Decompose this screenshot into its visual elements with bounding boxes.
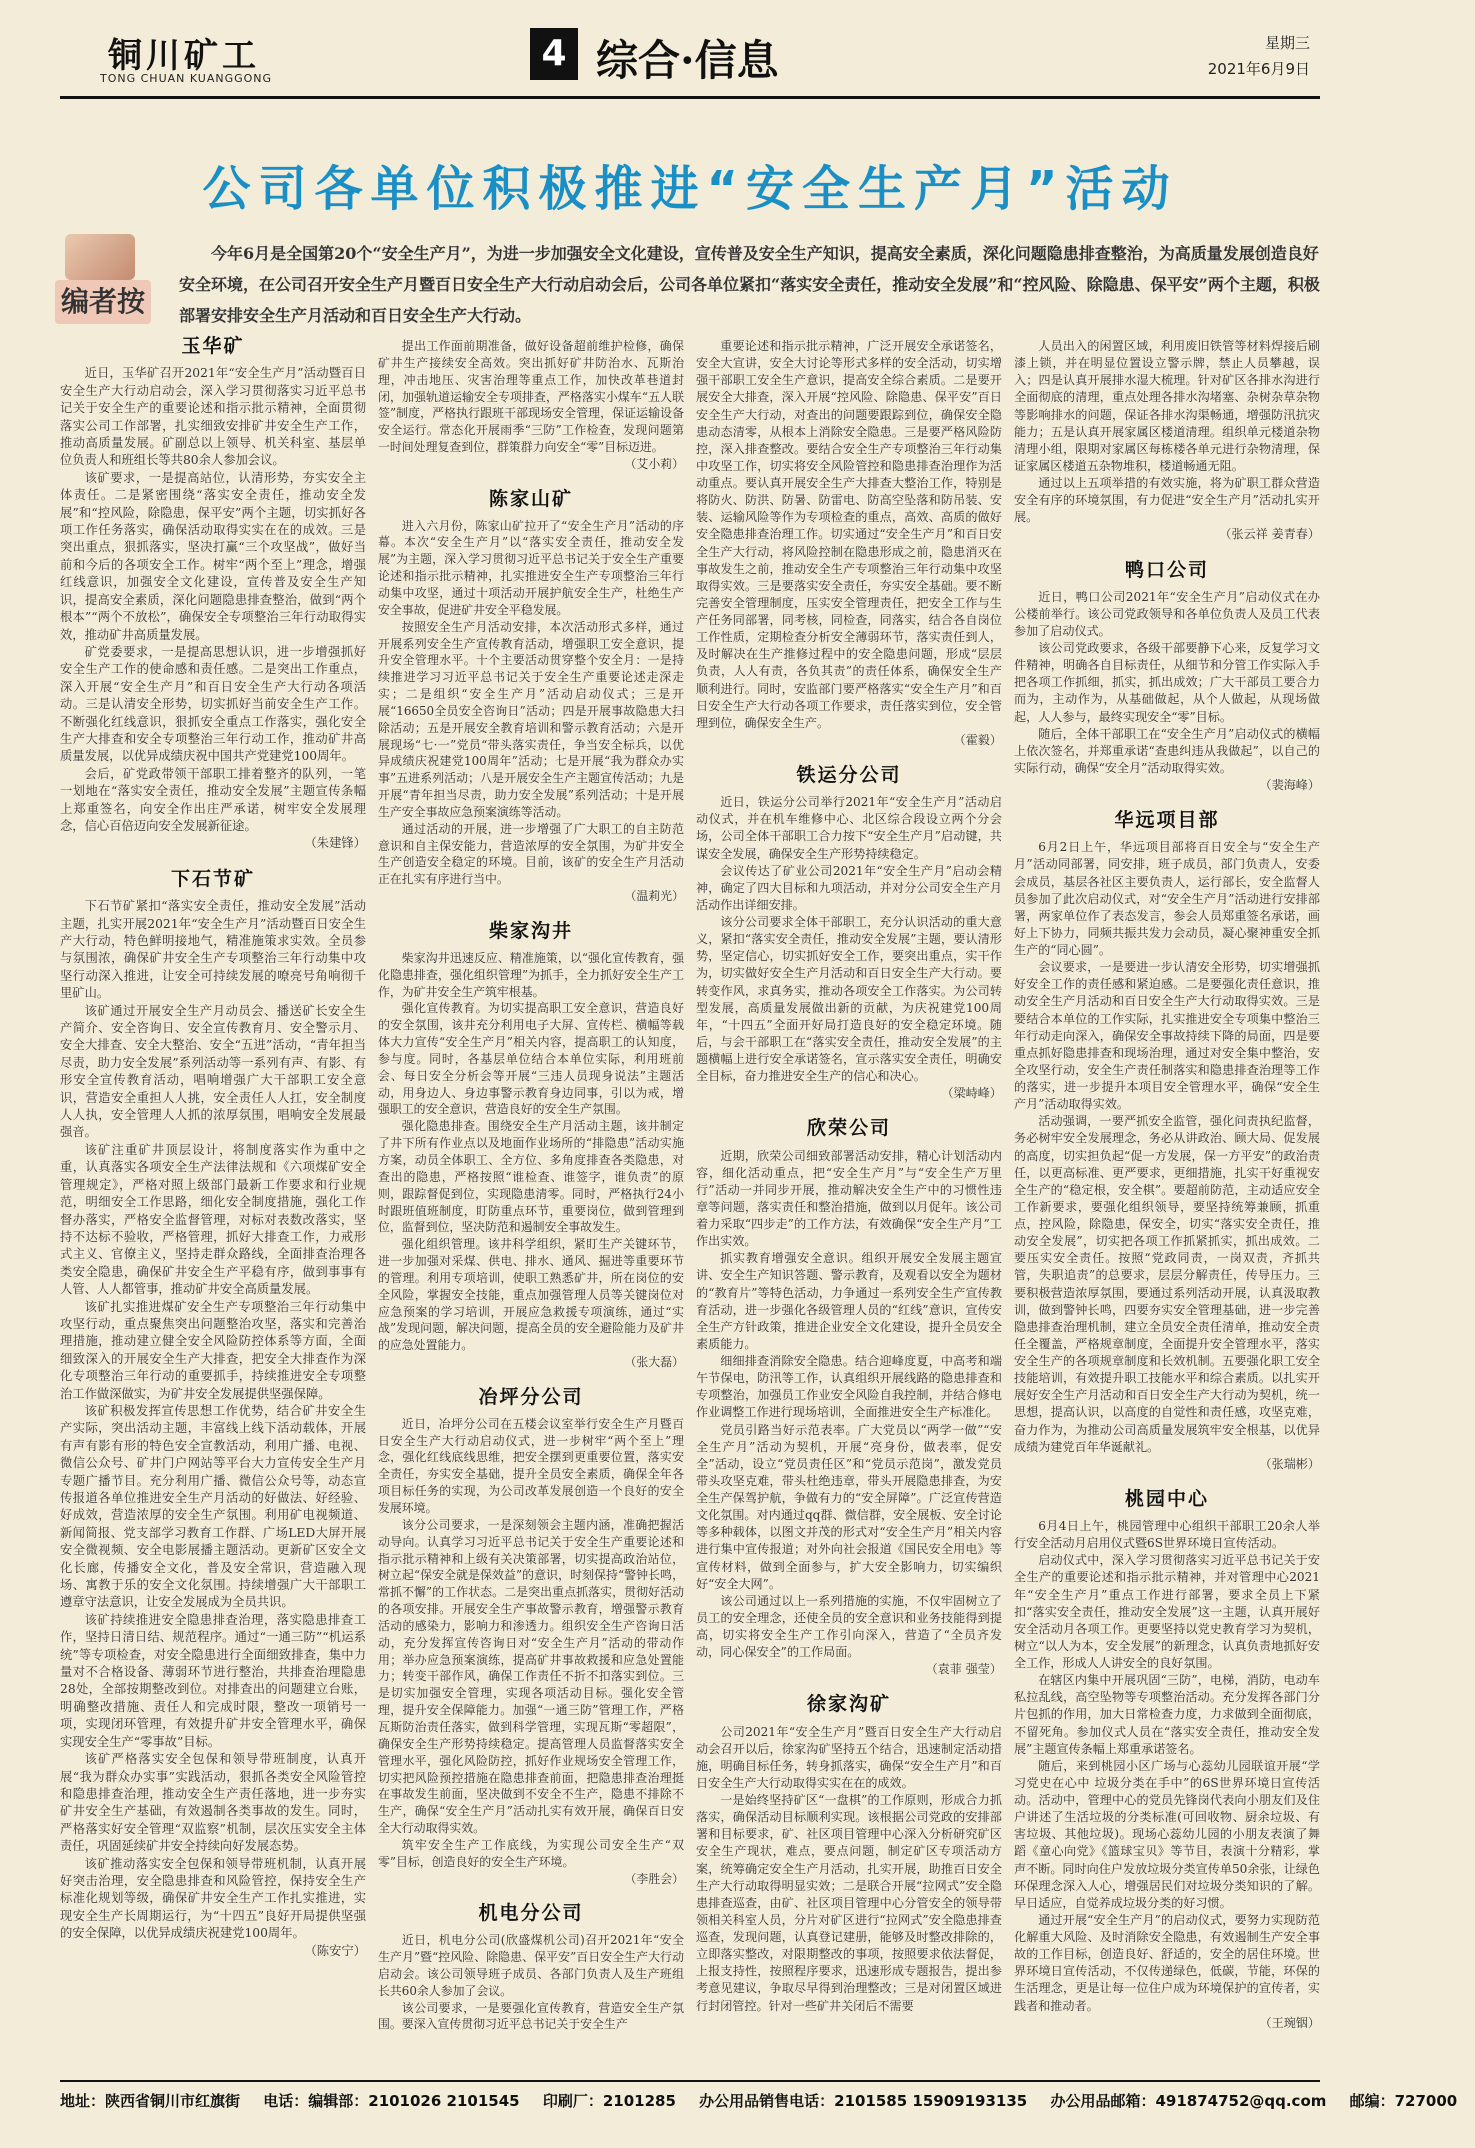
article-paragraph: 重要论述和指示批示精神，广泛开展安全承诺签名，安全大宣讲，安全大讨论等形式多样的安全活动，切实增强干部职工安全生产意识，提高安全综合素质。二是要开展安全大排查，深入开展“控风险、除隐患、保平安”百日安全生产大行动，对查出的问题要跟踪到位，确保安全隐患动态清零，从根本上消除安全隐患。三是要严格风险防控，深入排查整改。要结合安全生产专项整治三年行动集中攻坚工作，切实将安全风险管控和隐患排查治理作为活动重点。要认真开展安全生产大排查大整治工作，特别是将防火、防洪、防暑、防雷电、防高空坠落和防吊装、安装、运输风险等作为专项检查的重点，高效、高质的做好安全隐患排查治理工作。切实通过“安全生产月”和百日安全生产大行动，将风险控制在隐患形成之前，隐患消灭在事故发生之前，推动安全生产专项整治三年行动集中攻坚取得实效。三是要落实安全责任，夯实安全基础。要不断完善安全管理制度，压实安全管理责任，把安全工作与生产任务同部署，同考核，同检查，同落实，结合各自岗位工作性质，定期检查分析安全薄弱环节，落实责任到人，及时解决在生产推修过程中的安全隐患问题，形成“层层负责，人人有责，各负其责”的责任体系，确保安全生产顺利进行。同时，安监部门要严格落实“安全生产月”和百日安全生产大行动各项工作要求，责任落实到位，安全管理到位，确保安全生产。 [696, 339, 1002, 730]
article-paragraph: 人员出入的闲置区域，利用废旧铁管等材料焊接后刷漆上锁，并在明显位置设立警示牌，禁止人员攀越，误入；四是认真开展排水湿大梳理。针对矿区各排水沟进行全面彻底的清理，重点处理各排水沟堵塞、杂树杂草杂物等影响排水的问题，保证各排水沟渠畅通，增强防汛抗灾能力；五是认真开展家属区楼道清理。组织单元楼道杂物清理小组，限期对家属区每栋楼各单元进行杂物清理，保证家属区楼道五杂物堆积，楼道畅通无阻。 [1014, 339, 1320, 473]
footer-divider [60, 2080, 1320, 2082]
article-paragraph: 该矿注重矿井顶层设计，将制度落实作为重中之重，认真落实各项安全生产法律法规和《六项煤矿安全管理规定》，严格对照上级部门最新工作要求和行业规范，明细安全工作思路，细化安全制度措施，强化工作督办落实，严格安全监督管理，对标对表数改落实，坚持不达标不验收，严格管理，抓好大排查工作，力戒形式主义、官僚主义，坚持走群众路线，全面排查治理各类安全隐患，确保矿井安全生产平稳有序，做到事事有人管、人人都管事，推动矿井安全高质量发展。 [60, 1142, 366, 1297]
article-paragraph: 活动强调，一要严抓安全监管，强化问责执纪监督，务必树牢安全发展理念，务必从讲政治、顾大局、促发展的高度，切实担负起“促一方发展，保一方平安”的政治责任，以更高标准、更严要求，更细措施，扎实干好重视安全生产的“稳定根，安全棋”。要超前防范，主动适应安全工作新要求，要强化组织领导，要坚持统筹兼顾，抓重点，控风险，除隐患，保安全，切实“落实安全责任，推动安全发展”，切实把各项工作抓紧抓实，抓出成效。二要压实安全责任。按照“党政同责，一岗双责，齐抓共管，失职追责”的总要求，层层分解责任，传导压力。三要积极营造浓厚氛围，要通过系列活动开展，认真汲取教训，做到警钟长鸣，四要夯实安全管理基础，进一步完善隐患排查治理机制，建立全员安全责任清单，推动安全责任全覆盖，严格规章制度，全面提升安全管理水平，落实安全生产的各项规章制度和长效机制。五要强化职工安全技能培训，有效提升职工技能水平和综合素质。以扎实开展好安全生产月活动和百日安全生产大行动为契机，统一思想，提高认识，以高度的自觉性和责任感，攻坚克难，奋力作为，为推动公司高质量发展筑牢安全根基，以优异成绩为建党百年华诞献礼。 [1014, 1114, 1320, 1454]
article-byline: （张云祥 姜青春） [1219, 527, 1320, 542]
article-paragraph: 该矿推动落实安全包保和领导带班机制，认真开展好突击治理，安全隐患排查和风险管控，保持安全生产标准化规划等级，确保矿井安全生产工作扎实推进，实现安全生产长周期运行，为“十四五”良好开局提供坚强的安全保障，以优异成绩庆祝建党100周年。 [60, 1856, 366, 1941]
footer-address: 地址：陕西省铜川市红旗街 [60, 2092, 241, 2110]
article-paragraph: 一是始终坚持矿区“一盘棋”的工作原则，形成合力抓落实，确保活动目标顺利实现。该根据公司党政的安排部署和目标要求，矿、社区项目管理中心深入分析研究矿区安全生产现状，难点，要点问题，制定矿区专项活动方案，统筹确定安全生产月活动，扎实开展，助推百日安全生产大行动取得明显实效；二是联合开展“拉网式”安全隐患排查巡查，由矿、社区项目管理中心分管安全的领导带领相关科室人员，分片对矿区进行“拉网式”安全隐患排查巡查，发现问题，认真登记建册，能够及时整改排除的，立即落实整改，对限期整改的事项，按照要求依法督促，上报支持性，按照程序要求，迅速形成专题报告，提出参考意见建议，争取尽早得到治理整改；三是对闭置区域进行封闭管控。针对一些矿井关闭后不需要 [696, 1793, 1002, 2013]
article-paragraph: 该分公司要求全体干部职工，充分认识活动的重大意义，紧扣“落实安全责任，推动安全发展”主题，要认清形势，坚定信心，切实抓好安全工作，要突出重点，实干作为，切实做好安全生产月活动和百日安全生产大行动。要转变作风，求真务实，推动各项安全工作落实。为公司转型发展，高质量发展做出新的贡献，为庆祝建党100周年，“十四五”全面开好局打造良好的安全稳定环境。随后，与会干部职工在“落实安全责任，推动安全发展”的主题横幅上进行安全承诺签名，宣示落实安全责任，明确安全目标，奋力推进安全生产的信心和决心。 [696, 915, 1002, 1084]
article-byline: （陈安宁） [304, 1943, 366, 1958]
paper-name: 铜川矿工 [108, 36, 260, 76]
footer-phone: 电话：编辑部：2101026 2101545 [263, 2092, 520, 2110]
weekday: 星期三 [1264, 34, 1310, 52]
article-paragraph: 柴家沟井迅速反应、精准施策，以“强化宣传教育，强化隐患排查，强化组织管理”为抓手，全力抓好安全生产工作，为矿井安全生产筑牢根基。 [378, 950, 684, 999]
masthead-divider [60, 96, 1320, 99]
article-byline: （袁菲 强莹） [925, 1662, 1002, 1677]
article-paragraph: 近日，冶坪分公司在五楼会议室举行安全生产月暨百日安全生产大行动启动仪式，进一步树牢“两个至上”理念，强化红线底线思维，把安全摆到更重要位置，落实安全责任，夯实安全基础，提升全员安全素质，确保全年各项目标任务的实现，为公司改革发展创造一个良好的安全发展环境。 [378, 1416, 684, 1515]
column-3 [696, 338, 1002, 2015]
article-paragraph: 抓实教育增强安全意识。组织开展安全发展主题宣讲、安全生产知识答题、警示教育，及观看以安全为题材的“教育片”等特色活动，力争通过一系列安全生产宣传教育活动，进一步强化各级管理人员的“红线”意识，宣传安全生产方针政策，推进企业安全文化建设，提升全员安全素质能力。 [696, 1251, 1002, 1351]
paper-pinyin: TONG CHUAN KUANGGONG [100, 72, 273, 85]
article-paragraph: 该矿积极发挥宣传思想工作优势，结合矿井安全生产实际，突出活动主题，丰富线上线下活动载体，开展有声有影有形的特色安全宣教活动，利用广播、电视、微信公众号、矿井门户网站等平台大力宣传安全生产月专题广播节目。充分利用广播、微信公众号等，动态宣传报道各单位推进安全生产月活动的好做法、好经验、好成效，营造浓厚的安全生产氛围。利用矿电视频道、新闻简报、党支部学习教育工作群、广场LED大屏开展安全微视频、安全电影展播主题活动。更新矿区安全文化长廊，传播安全文化，普及安全常识，营造融入现场、寓教于乐的安全文化氛围。持续增强广大干部职工遵章守法意识，让安全发展成为全员共识。 [60, 1403, 366, 1610]
article-paragraph: 近日，鸭口公司2021年“安全生产月”启动仪式在办公楼前举行。该公司党政领导和各单位负责人及员工代表参加了启动仪式。 [1014, 589, 1320, 638]
article-paragraph: 近日，机电分公司(欣盛煤机公司)召开2021年“安全生产月”暨“控风险、除隐患、保平安”百日安全生产大行动启动会。该公司领导班子成员、各部门负责人及生产班组长共60余人参加了会议。 [378, 1933, 684, 1998]
article-paragraph: 提出工作面前期准备，做好设备超前维护检修，确保矿井生产接续安全高效。突出抓好矿井防治水、瓦斯治理，冲击地压、灾害治理等重点工作，加快改革巷道封闭，加强轨道运输安全专项排查，严格落实小煤车“五人联签”制度，严格执行跟班干部现场安全管理，保证运输设备安全运行。常态化开展雨季“三防”工作检查，发现问题第一时间处理复查到位，群策群力向安全“零”目标迈进。 [378, 339, 684, 455]
masthead [60, 22, 1320, 94]
article-title: 冶坪分公司 [478, 1385, 584, 1408]
page-number: 4 [530, 28, 578, 80]
article-paragraph: 该矿扎实推进煤矿安全生产专项整治三年行动集中攻坚行动，重点聚焦突出问题整治攻坚，落实和完善治理措施，推动建立健全安全风险防控体系等方面，全面细致深入的开展安全生产大排查，把安全大排查作为深化专项整治三年行动的重要抓手，持续推进安全专项整治工作做深做实，为矿井安全发展提供坚强保障。 [60, 1299, 366, 1401]
article-paragraph: 党员引路当好示范表率。广大党员以“两学一做”“安全生产月”活动为契机，开展“亮身份，做表率，促安全”活动，设立“党员责任区”和“党员示范岗”，激发党员带头攻坚克难，带头杜绝违章，带头开展隐患排查，为安全生产保驾护航，争做有力的“安全屏障”。广泛宣传营造文化氛围。对内通过qq群、微信群，安全展板、安全讨论等多种载体，以图文并茂的形式对“安全生产月”相关内容进行集中宣传报道；对外向社会报道《国民安全用电》等宣传材料，做到全面参与，扩大安全影响力，切实编织好“安全大网”。 [696, 1422, 1002, 1591]
article-paragraph: 6月4日上午，桃园管理中心组织干部职工20余人举行安全活动月启用仪式暨6S世界环境日宣传活动。 [1014, 1519, 1320, 1551]
article-byline: （王琬铟） [1259, 2015, 1320, 2030]
article-paragraph: 按照安全生产月活动安排，本次活动形式多样，通过开展系列安全生产宣传教育活动，增强职工安全意识，提升安全管理水平。十个主要活动贯穿整个安全月：一是持续推进学习习近平总书记关于安全生产重要论述走深走实；二是组织“安全生产月”活动启动仪式；三是开展“16650全员安全咨询日”活动；四是开展事故隐患大扫除活动；五是开展安全教育培训和警示教育活动；六是开展现场“七·一”党员“带头落实责任，争当安全标兵，以优异成绩庆祝建党100周年”活动；七是开展“我为群众办实事”五进系列活动；八是开展安全生产主题宣传活动；九是开展“青年担当尽责，助力安全发展”系列活动；十是开展生产安全事故应急预案演练等活动。 [378, 619, 684, 819]
article-paragraph: 该矿通过开展安全生产月动员会、播送矿长安全生产简介、安全咨询日、安全宣传教育月、安全警示月、安全大排查、安全大整治、安全“五进”活动，“青年担当尽责，助力安全发展”系列活动等一系列有声、有影、有形安全宣传教育活动，唱响增强广大干部职工安全意识，营造安全重担人人挑，安全责任人人扛，安全制度人人执，安全管理人人抓的浓厚氛围，唱响安全发展最强音。 [60, 1003, 366, 1140]
article-title: 徐家沟矿 [806, 1693, 891, 1716]
article-paragraph: 近日，铁运分公司举行2021年“安全生产月”活动启动仪式，并在机车维修中心、北区综合段设立两个分会场，公司全体干部职工合力按下“安全生产月”启动键，共谋安全发展，确保安全生产形势持续稳定。 [696, 795, 1002, 861]
article-paragraph: 该矿要求，一是提高站位，认清形势，夯实安全主体责任。二是紧密围绕“落实安全责任，推动安全发展”和“控风险，除隐患，保平安”两个主题，切实抓好各项工作任务落实，确保活动取得实实在在的成效。三是突出重点，狠抓落实，坚决打赢“三个攻坚战”，做好当前和今后的各项安全工作。树牢“两个至上”理念，增强红线意识，加强安全文化建设，宣传普及安全生产知识，提高安全素质，深化问题隐患排查整治，做到“两个根本”“两个不放松”，确保安全专项整治三年行动取得实效，推动矿井高质量发展。 [60, 470, 366, 642]
article-title: 铁运分公司 [796, 764, 902, 786]
editor-note-text: 今年6月是全国第20个“安全生产月”，为进一步加强安全文化建设，宣传普及安全生产知识，提高安全素质，深化问题隐患排查整治，为高质量发展创造良好安全环境，在公司召开安全生产月暨百日安全生产大行动启动会后，公司各单位紧扣“落实安全责任，推动安全发展”和“控风险、除隐患、保平安”两个主题，积极部署安排安全生产月活动和百日安全生产大行动。 [179, 244, 1320, 325]
footer-postcode: 邮编：727000 [1349, 2092, 1458, 2110]
article-byline: （张大磊） [624, 1355, 684, 1370]
article-paragraph: 6月2日上午，华远项目部将百日安全与“安全生产月”活动同部署，同安排，班子成员，部门负责人，安委会成员，基层各社区主要负责人，运行部长，安全监督人员参加了此次启动仪式，对“安全生产月”活动进行安排部署，两家单位作了表态发言，参会人员郑重签名承诺，画好上下协力，同频共振共发力会动员，凝心聚神重安全抓生产的“同心圆”。 [1014, 840, 1320, 957]
editor-note [55, 228, 1325, 338]
article-paragraph: 矿党委要求，一是提高思想认识，进一步增强抓好安全生产工作的使命感和责任感。二是突出工作重点，深入开展“安全生产月”和百日安全生产大行动各项活动。三是认清安全形势，切实抓好当前安全生产工作。不断强化红线意识，狠抓安全重点工作落实，强化安全生产大排查和安全专项整治三年行动工作，推动矿井高质量发展，以优异成绩庆祝中国共产党建党100周年。 [60, 644, 366, 764]
column-4 [1014, 338, 1320, 2032]
column-2 [378, 338, 684, 2033]
article-paragraph: 会后，矿党政带领干部职工排着整齐的队列，一笔一划地在“落实安全责任，推动安全发展”主题宣传条幅上郑重签名，向安全作出庄严承诺，树牢安全发展理念，信心百倍迈向安全发展新征途。 [60, 766, 366, 833]
article-byline: （裴海峰） [1259, 778, 1320, 792]
article-byline: （张瑞彬） [1259, 1456, 1320, 1471]
article-paragraph: 通过以上五项举措的有效实施，将为矿职工群众营造安全有序的环境氛围，有力促进“安全生产月”活动扎实开展。 [1014, 476, 1320, 525]
article-paragraph: 近期，欣荣公司细致部署活动安排，精心计划活动内容，细化活动重点，把“安全生产月”与“安全生产万里行”活动一并同步开展，推动解决安全生产中的习惯性违章等问题，落实责任和整治措施，做到以月促年。该公司着力采取“四步走”的工作方法，有效确保“安全生产月”工作出实效。 [696, 1148, 1002, 1249]
article-byline: （李胜会） [624, 1871, 684, 1886]
article-paragraph: 该公司通过以上一系列措施的实施，不仅牢固树立了员工的安全理念，还使全员的安全意识和业务技能得到提高，切实将安全生产工作引向深入，营造了“全员齐发动，同心保安全”的工作局面。 [696, 1593, 1002, 1660]
article-title: 柴家沟井 [488, 920, 573, 942]
footer-email: 办公用品邮箱：491874752@qq.com [1050, 2092, 1327, 2110]
article-paragraph: 会议要求，一是要进一步认清安全形势，切实增强抓好安全工作的责任感和紧迫感。二是要强化责任意识，推动安全生产月活动和百日安全生产大行动取得实效。三是要结合本单位的工作实际，扎实推进安全专项集中整治三年行动走向深入，确保安全事故持续下降的局面，四是要重点抓好隐患排查和现场治理，通过对安全集中整治，安全攻坚行动，安全生产责任制落实和隐患排查治理等工作的落实，进一步提升本项目安全管理水平，确保“安全生产月”活动取得实效。 [1014, 960, 1320, 1112]
article-title: 下石节矿 [170, 867, 255, 890]
column-1 [60, 335, 366, 1960]
article-paragraph: 下石节矿紧扣“落实安全责任，推动安全发展”活动主题，扎实开展2021年“安全生产月”活动暨百日安全生产大行动，特色鲜明接地气，精准施策求实效。全员参与氛围浓，确保矿井安全生产专项整治三年行动集中攻坚行动深入推进，让安全可持续发展的嘹亮号角响彻千里矿山。 [60, 899, 366, 1001]
article-paragraph: 强化组织管理。该井科学组织，紧盯生产关键环节，进一步加强对采煤、供电、排水、通风、掘进等重要环节的管理。利用专项培训，使职工熟悉矿井，所在岗位的安全风险，掌握安全技能，重点加强管理人员等关键岗位对应急预案的学习培训，开展应急救援专项演练，通过“实战”发现问题，解决问题，提高全员的安全避险能力及矿井的应急处置能力。 [378, 1237, 684, 1353]
article-byline: （梁峙峰） [941, 1086, 1002, 1101]
section-title: 综合·信息 [596, 36, 779, 85]
article-paragraph: 筑牢安全生产工作底线，为实现公司安全生产“双零”目标，创造良好的安全生产环境。 [378, 1837, 684, 1869]
article-paragraph: 通过活动的开展，进一步增强了广大职工的自主防范意识和自主保安能力，营造浓厚的安全氛围，为矿井安全生产创造安全稳定的环境。目前，该矿的安全生产月活动正在扎实有序进行当中。 [378, 821, 684, 887]
article-title: 欣荣公司 [806, 1117, 891, 1140]
article-paragraph: 该公司党政要求，各级干部要静下心来，反复学习文件精神，明确各自目标责任，从细节和分管工作实际入手把各项工作抓细，抓实，抓出成效；广大干部员工要合力而为，主动作为，从基础做起，从个人做起，从现场做起，人人参与，最终实现安全“零”目标。 [1014, 641, 1320, 724]
page-headline: 公司各单位积极推进“安全生产月”活动 [202, 161, 1178, 217]
article-paragraph: 该分公司要求，一是深刻领会主题内涵，准确把握活动导向。认真学习习近平总书记关于安全生产重要论述和指示批示精神和上级有关决策部署，切实提高政治站位，树立起“保安全就是保效益”的意识，时刻保持“警钟长鸣，常抓不懈”的工作状态。二是突出重点抓落实，贯彻好活动的各项安排。开展安全生产事故警示教育，增强警示教育活动的感染力，影响力和渗透力。组织安全生产咨询日活动，充分发挥宣传咨询日对“安全生产月”活动的带动作用；举办应急预案演练，提高矿井事故救援和应急处置能力；转变干部作风，确保工作责任不折不扣落实到位。三是切实加强安全管理，实现各项活动目标。强化安全管理，提升安全保障能力。加强“一通三防”管理工作，严格瓦斯防治责任落实，做到科学管理，实现瓦斯“零超限”，确保安全生产形势持续稳定。提高管理人员监督落实安全管理水平，强化风险防控，抓好作业规场安全管理工作，切实把风险预控措施在隐患排查前面，把隐患排查治理挺在事故发生前面，坚决做到不安全不生产，隐患不排除不生产，确保“安全生产月”活动扎实有效开展，确保百日安全大行动取得实效。 [378, 1517, 684, 1836]
article-title: 桃园中心 [1124, 1487, 1209, 1510]
article-paragraph: 进入六月份，陈家山矿拉开了“安全生产月”活动的序幕。本次“安全生产月”以“落实安全责任，推动安全发展”为主题，深入学习贯彻习近平总书记关于安全生产重要论述和指示批示精神，扎实推进安全生产专项整治三年行动集中攻坚，通过十项活动开展护航安全生产，杜绝生产安全事故，促进矿井安全平稳发展。 [378, 518, 684, 617]
article-title: 陈家山矿 [488, 487, 573, 510]
article-paragraph: 该矿持续推进安全隐患排查治理，落实隐患排查工作，坚持日清日结、规范程序。通过“一通三防”“机运系统”等专项检查，对安全隐患进行全面细致排查，集中力量对不合格设备、薄弱环节进行整治，共排查治理隐患28处，全部按期整改到位。对排查出的问题建立台账，明确整改措施、责任人和完成时限，整改一项销号一项，实现闭环管理，有效提升矿井安全管理水平，确保实现安全生产“零事故”目标。 [60, 1612, 366, 1749]
footer [60, 2090, 1458, 2126]
article-paragraph: 会议传达了矿业公司2021年“安全生产月”启动会精神，确定了四大目标和九项活动，并对分公司安全生产月活动作出详细安排。 [696, 863, 1002, 912]
editor-note-label: 编者按 [55, 280, 151, 324]
article-byline: （朱建锋） [304, 836, 366, 851]
article-title: 玉华矿 [181, 335, 245, 357]
article-paragraph: 该矿严格落实安全包保和领导带班制度，认真开展“我为群众办实事”实践活动，狠抓各类安全风险管控和隐患排查治理，推动安全生产责任落地，进一步夯实矿井安全生产基础，有效遏制各类事故的发生。同时，严格落实好安全管理“双监察”机制，层次压实安全主体责任，巩固延续矿井安全持续向好发展态势。 [60, 1752, 366, 1854]
footer-print: 印刷厂：2101285 [542, 2092, 676, 2110]
article-paragraph: 启动仪式中，深入学习贯彻落实习近平总书记关于安全生产的重要论述和指示批示精神，并对管理中心2021年“安全生产月”重点工作进行部署，要求全员上下紧扣“落实安全责任，推动安全发展”这一主题，认真开展好安全活动月各项工作。更要坚持以党史教育学习为契机，树立“以人为本，安全发展”的新理念，认真负责地抓好安全工作，形成人人讲安全的良好氛围。 [1014, 1553, 1320, 1670]
article-paragraph: 强化宣传教育。为切实提高职工安全意识，营造良好的安全氛围，该井充分利用电子大屏、宣传栏、横幅等载体大力宣传“安全生产月”相关内容，提高职工的认知度，参与度。同时，各基层单位结合本单位实际，利用班前会、每日安全分析会等开展“三违人员现身说法”主题活动，用身边人、身边事警示教育身边同事，引以为戒，增强职工的安全意识，营造良好的安全生产氛围。 [378, 1001, 684, 1117]
article-title: 华远项目部 [1114, 809, 1220, 832]
article-paragraph: 随后，全体干部职工在“安全生产月”启动仪式的横幅上依次签名，并郑重承诺“查患纠违从我做起”，以自己的实际行动，确保“安全月”活动取得实效。 [1014, 726, 1320, 775]
article-title: 机电分公司 [478, 1902, 584, 1925]
article-paragraph: 该公司要求，一是要强化宣传教育，营造安全生产氛围。要深入宣传贯彻习近平总书记关于安全生产 [378, 2000, 684, 2032]
writing-hand-icon [65, 234, 135, 280]
article-paragraph: 近日，玉华矿召开2021年“安全生产月”活动暨百日安全生产大行动启动会，深入学习贯彻落实习近平总书记关于安全生产的重要论述和指示批示精神，全面贯彻落实公司工作部署，扎实细致安排矿井安全生产工作，推动高质量发展。矿副总以上领导、机关科室、基层单位负责人和班组长等共80余人参加会议。 [60, 366, 366, 468]
article-byline: （霍毅） [953, 732, 1002, 747]
article-paragraph: 细细排查消除安全隐患。结合迎峰度夏，中高考和端午节保电，防汛等工作，认真组织开展线路的隐患排查和专项整治，加强员工作业安全风险自我控制，并结合修电作业调整工作进行现场培训，全面推进安全生产标准化。 [696, 1354, 1002, 1420]
article-paragraph: 公司2021年“安全生产月”暨百日安全生产大行动启动会召开以后，徐家沟矿坚持五个结合，迅速制定活动措施，明确目标任务，转身抓落实，确保“安全生产月”和百日安全生产大行动取得实实在在的成效。 [696, 1724, 1002, 1790]
footer-office: 办公用品销售电话：2101585 15909193135 [699, 2092, 1028, 2110]
article-paragraph: 在辖区内集中开展巩固“三防”，电梯，消防，电动车私拉乱线，高空坠物等专项整治活动。充分发挥各部门分片包抓的作用，加大日常检查力度，力求做到全面彻底，不留死角。参加仪式人员在“落实安全责任，推动安全发展”主题宣传条幅上郑重承诺签名。 [1014, 1673, 1320, 1756]
article-byline: （温莉光） [624, 889, 684, 904]
article-paragraph: 随后，来到桃园小区广场与心蕊幼儿园联谊开展“学习党史在心中 垃圾分类在手中”的6S世界环境日宣传活动。活动中，管理中心的党员先锋岗代表向小朋友们及住户讲述了生活垃圾的分类标准(可回收物、厨余垃圾、有害垃圾、其他垃圾)。现场心蕊幼儿园的小朋友表演了舞蹈《童心向党》《篮球宝贝》等节目，表演十分精彩，掌声不断。同时向住户发放垃圾分类宣传单50余张，让绿色环保理念深入人心，增强居民们对垃圾分类知识的了解。早日适应，自觉养成垃圾分类的好习惯。 [1014, 1758, 1320, 1910]
article-title: 鸭口公司 [1124, 558, 1209, 581]
issue-date: 2021年6月9日 [1207, 60, 1310, 78]
article-paragraph: 通过开展“安全生产月”的启动仪式，要努力实现防范化解重大风险、及时消除安全隐患，有效遏制生产安全事故的工作目标，创造良好、舒适的，安全的居住环境。世界环境日宣传活动，不仅传递绿色，低碳，节能，环保的生活理念，更是让每一位住户成为环境保护的宣传者，实践者和推动者。 [1014, 1912, 1320, 2013]
article-byline: （艾小莉） [624, 456, 684, 471]
article-paragraph: 强化隐患排查。围绕安全生产月活动主题，该井制定了井下所有作业点以及地面作业场所的“排隐患”活动实施方案，动员全体职工、全方位、多角度排查各类隐患，对查出的隐患，严格按照“谁检查、谁签字，谁负责”的原则，跟踪督促到位，实现隐患清零。同时，严格执行24小时跟班值班制度，盯防重点环节，重要岗位，做到管理到位，监督到位，坚决防范和遏制安全事故发生。 [378, 1119, 684, 1235]
